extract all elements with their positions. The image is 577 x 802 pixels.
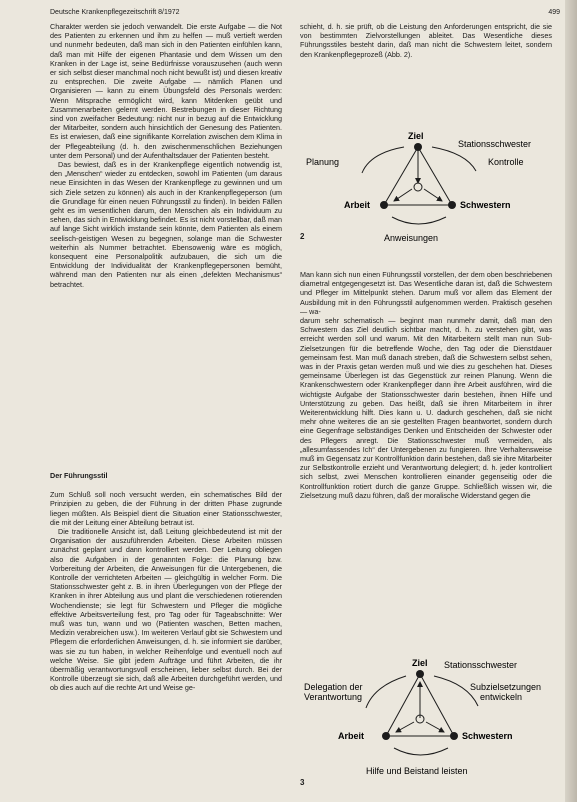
center-circle	[414, 183, 422, 191]
label-schwestern: Schwestern	[460, 200, 511, 210]
arc-bottom	[394, 748, 448, 755]
arc-right	[432, 147, 476, 171]
figure-3-number: 3	[300, 778, 305, 787]
arc-left	[362, 147, 404, 173]
label-stationsschwester: Stationsschwester	[458, 139, 532, 149]
label-delegation-line-1: Delegation der	[304, 682, 363, 692]
label-anweisungen: Anweisungen	[384, 233, 439, 243]
label-stationsschwester: Stationsschwester	[444, 660, 518, 670]
triangle-lines	[384, 147, 452, 205]
left-column-top	[50, 22, 282, 289]
figure-2-diagram	[300, 125, 555, 245]
right-column-middle	[300, 270, 552, 500]
arc-left	[366, 676, 406, 708]
figure-2-number: 2	[300, 232, 305, 241]
left-column-bottom	[50, 471, 282, 693]
node-ziel	[414, 143, 422, 151]
label-arbeit: Arbeit	[344, 200, 371, 210]
paragraph: Zum Schluß soll noch versucht werden, ein schematisches Bild der Prinzipien zu geben, die der Führung in der dritten Phase zugrunde liegen müßten. Als Beispiel dient die Situation einer Stationsschwester, die mit der Leitung einer Abteilung betraut ist.	[50, 490, 282, 527]
label-subziel-line-1: Subzielsetzungen	[470, 682, 542, 692]
right-column-top	[300, 22, 552, 59]
node-schwestern	[448, 201, 456, 209]
triangle-lines	[386, 674, 454, 736]
paragraph: Charakter werden sie jedoch verwandelt. Die erste Aufgabe — die Not des Patienten zu erkennen und ihm zu helfen — muß vertieft werden und nunmehr bedeuten, daß man sich in den Patienten einfühlen kann, daß man mit Hilfe der eigenen Phantasie und dem Wissen um den Kranken in der Lage ist, seine Bedürfnisse vorauszusehen (auch wenn er sich selbst dieser manchmal noch nicht bewußt ist) und diesen kreativ zu entsprechen. Die zweite Aufgabe — nämlich Planen und Organisieren — kann zu einem Übungsfeld des Personals werden: Wenn Mitsprache ermöglicht wird, kann Mitdenken geübt und Zusammenarbeiten gelernt werden. Bestrebungen in dieser Richtung sind von zweifacher Bedeutung: nicht nur in bezug auf die Entwicklung der Mitarbeiter, sondern auch hinsichtlich der Genesung des Patienten. Es ist erwiesen, daß eine signifikante Korrelation zwischen dem Klima in der Pflegeabteilung (d. h. den zwischenmenschlichen Beziehungen unter dem Personal) und der Aufenthaltsdauer der Patienten besteht.	[50, 22, 282, 160]
label-arbeit: Arbeit	[338, 731, 365, 741]
figure-2-svg	[300, 125, 555, 245]
paragraph: Das bewiest, daß es in der Krankenpflege eigentlich notwendig ist, den „Menschen“ wieder zu entdecken, sowohl im Patienten (um daraus neue Einsichten in das Wesen der Krankenpflege zu gewinnen und um sich Ziele setzen zu können) als auch in der Krankenpflegeperson (um die Grundlage für einen neuen Führungsstil zu finden). In beiden Fällen geht es im wesentlichen darum, den Menschen als ein Individuum zu sehen, das sich in Entwicklung befindet. Es ist nicht vorstellbar, daß man auf lange Sicht wirklich imstande sein könnte, dem Patienten als einem seelisch-geistigen Wesen zu begegnen, solange man die Schwester weiterhin als Nummer betrachtet. Ebensowenig wäre es möglich, konsequent eine Personalpolitik aufzubauen, die sich um die Entwicklung der Individualität der Krankenpflegepersonen bemüht, während man den Patienten nur als einen „defekten Mechanismus“ betrachtet.	[50, 160, 282, 289]
label-kontrolle: Kontrolle	[488, 157, 524, 167]
paragraph: darum sehr schematisch — beginnt man nunmehr damit, daß man den Schwestern das Ziel deutlich sichtbar macht, d. h. zu verstehen gibt, was erreicht werden soll und warum. Mit den Mitarbeitern stellt man nun Sub-Zielsetzungen für die betreffende Woche, den Tag oder die Dienstdauer gemeinsam fest. Man muß danach streben, daß die Schwestern selbst sehen, was in der Praxis getan werden muß und wie dies zu geschehen hat. Dieses gemeinsame Überlegen ist das Gegenstück zur reinen Planung. Wenn die Krankenschwestern oder Krankenpfleger dann ihre Arbeit ausführen, wird die wichtigste Aufgabe der Stationsschwester darin bestehen, ihnen Hilfe und Unterstützung zu geben. Das heißt, daß sie ihren Mitarbeitern in ihrer Weiterentwicklung hilft. Dies kann u. U. dadurch geschehen, daß sie nicht mehr ohne weiteres die an sie gestellten Fragen beantwortet, sondern durch eine Gegenfrage selbständiges Denken und Entscheiden der Schwester oder des Pflegers anregt. Die Stationsschwester muß vermeiden, als „allesumfassendes Ich“ der Untergebenen zu fungieren. Ihre Verhaltensweise muß im Gegensatz zur Kontrollfunktion darin bestehen, daß sie ihre Mitarbeiter zur Selbstkontrolle erzieht und Verantwortung delegiert; d. h. jeder kontrolliert sich selbst, zwei Menschen kontrollieren einander gegenseitig oder die Kontrollfunktion rotiert durch die ganze Gruppe. Schließlich wissen wir, die Zielsetzung muß dazu führen, daß der moralische Widerstand gegen die	[300, 316, 552, 500]
figure-3-svg	[300, 652, 555, 790]
section-heading: Der Führungsstil	[50, 471, 108, 480]
node-schwestern	[450, 732, 458, 740]
paragraph: schieht, d. h. sie prüft, ob die Leistung den Anforderungen entspricht, die sie von bestimmten Zielvorstellungen ableitet. Das Wesentliche dieses Führungsstiles besteht darin, daß man nicht die Schwestern leitet, sondern den Krankenpflegeprozeß (Abb. 2).	[300, 22, 552, 59]
binding-edge	[565, 0, 577, 802]
label-ziel: Ziel	[412, 658, 428, 668]
node-arbeit	[382, 732, 390, 740]
figure-3-diagram	[300, 652, 555, 790]
arc-bottom	[392, 217, 446, 224]
label-schwestern: Schwestern	[462, 731, 513, 741]
node-arbeit	[380, 201, 388, 209]
label-planung: Planung	[306, 157, 340, 167]
label-delegation-line-2: Verantwortung	[304, 692, 363, 702]
running-header	[50, 7, 560, 19]
paragraph: Man kann sich nun einen Führungsstil vorstellen, der dem oben beschriebenen diametral entgegengesetzt ist. Das Wesentliche daran ist, daß die Schwestern und Pfleger im Mittelpunkt stehen. Darum muß vor allem das Element der Ausbildung mit in den Führungsstil aufgenommen werden. Praktisch gesehen — wa-	[300, 270, 552, 316]
paragraph: Die traditionelle Ansicht ist, daß Leitung gleichbedeutend ist mit der Organisation der auszuführenden Arbeiten. Diese Arbeiten müssen zunächst geplant und dann kontrolliert werden. Der Leitung obliegen also die Aufgaben in der genannten Folge: die Planung bzw. Vorbereitung der Arbeiten, die Anweisungen für die Untergebenen, die Kontrolle der verrichteten Arbeiten — gleichgültig in welcher Form. Die Stationsschwester geht z. B. in ihren Überlegungen von der Pflege der Kranken in ihrer Abteilung aus und plant die verschiedenen rotierenden Wochendienste; sie legt für Schwestern und Pfleger die mögliche effektive Arbeitsverteilung fest, pro Tag oder für Tageabschnitte: Wer muß was tun, wann und wo (Patienten waschen, Betten machen, Medizin verabreichen usw.). Im weiteren Verlauf gibt sie Schwestern und Pflegern die erforderlichen Anweisungen, d. h. sie informiert sie darüber, was sie zu tun haben, in welcher Reihenfolge und eventuell noch auf welche Weise. Sie gibt jedem Aufträge und führt Arbeiten, die ihr übermäßig verantwortungsvoll erscheinen, lieber selbst durch. Bei der Kontrolle überzeugt sie sich, daß alle Arbeiten durchgeführt werden, und ob dies auch auf die rechte Art und Weise ge-	[50, 527, 282, 693]
label-hilfe: Hilfe und Beistand leisten	[366, 766, 468, 776]
label-subziel-line-2: entwickeln	[480, 692, 523, 702]
label-ziel: Ziel	[408, 131, 424, 141]
page-number: 499	[548, 9, 560, 16]
node-ziel	[416, 670, 424, 678]
journal-title: Deutsche Krankenpflegezeitschrift 8/1972	[50, 9, 180, 16]
